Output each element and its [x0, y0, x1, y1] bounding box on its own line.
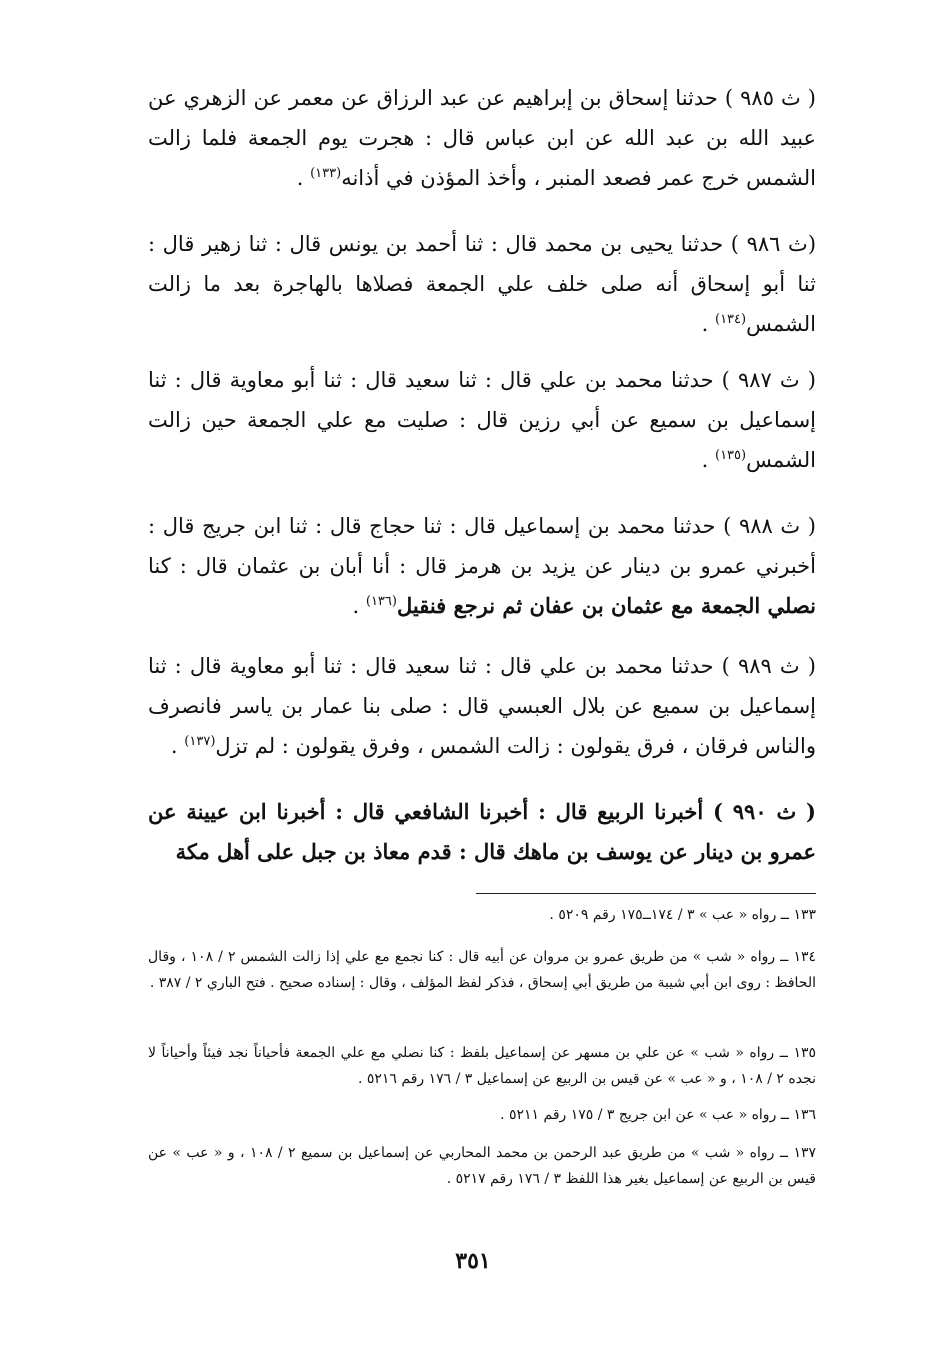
entry-end: .: [170, 734, 185, 758]
entry-text: ( ث ٩٩٠ ) أخبرنا الربيع قال : أخبرنا الشافعي قال : أخبرنا ابن عيينة عن عمرو بن دينار عن يوسف بن ماهك قال : قدم معاذ بن جبل على أهل مكة: [148, 799, 816, 864]
page-number: ٣٥١: [455, 1248, 491, 1274]
footnote-divider: [476, 893, 816, 894]
entry-text: (ث ٩٨٦ ) حدثنا يحيى بن محمد قال : ثنا أحمد بن يونس قال : ثنا زهير قال : ثنا أبو إسحاق أنه صلى خلف علي الجمعة فصلاها بالهاجرة بعد ما زالت الشمس: [148, 232, 817, 336]
footnote-133: ١٣٣ ــ رواه « عب » ٣ / ١٧٤ــ١٧٥ رقم ٥٢٠٩ .: [549, 907, 816, 923]
hadith-entry-987: [148, 360, 816, 480]
footnote-ref: (١٣٦): [365, 594, 397, 609]
entry-end: .: [701, 312, 715, 336]
hadith-entry-990: [148, 792, 816, 872]
entry-text: ( ث ٩٨٩ ) حدثنا محمد بن علي قال : ثنا سعيد قال : ثنا أبو معاوية قال : ثنا إسماعيل بن سميع عن بلال العبسي قال : صلى بنا عمار بن ياسر فانصرف والناس فرقان ، فرق يقولون : زالت الشمس ، وفرق يقولون : لم تزل: [148, 654, 816, 758]
hadith-entry-989: [148, 646, 816, 766]
footnote-134: ١٣٤ ــ رواه « شب » من طريق عمرو بن مروان عن أبيه قال : كنا نجمع مع علي إذا زالت الشمس ٢ / ١٠٨ ، وقال الحافظ : روى ابن أبي شيبة من طريق أبي إسحاق ، فذكر لفظ المؤلف ، وقال : إسناده صحيح . فتح الباري ٢ / ٣٨٧ .: [148, 949, 817, 991]
footnote-ref: (١٣٥): [715, 448, 747, 463]
footnote-ref: (١٣٣): [310, 166, 342, 181]
footnote-ref: (١٣٤): [715, 312, 747, 327]
footnote-135: ١٣٥ ــ رواه « شب » عن علي بن مسهر عن إسماعيل بلفظ : كنا نصلي مع علي الجمعة فأحياناً نجد فيئاً وأحياناً لا نجده ٢ / ١٠٨ ، و « عب » عن قيس بن الربيع عن إسماعيل ٣ / ١٧٦ رقم ٥٢١٦ .: [148, 1045, 816, 1087]
entry-end: .: [701, 448, 715, 472]
entry-end: .: [352, 594, 366, 618]
entry-text: ( ث ٩٨٨ ) حدثنا محمد بن إسماعيل قال : ثنا حجاج قال : ثنا ابن جريج قال : أخبرني عمرو بن دينار عن يزيد بن هرمز قال : أنا أبان بن عثمان قال : كنا: [148, 514, 816, 578]
hadith-entry-985: [148, 78, 816, 198]
footnote-137: ١٣٧ ــ رواه « شب » من طريق عبد الرحمن بن محمد المحاربي عن إسماعيل بن سميع ٢ / ١٠٨ ، و « عب » عن قيس بن الربيع عن إسماعيل بغير هذا اللفظ ٣ / ١٧٦ رقم ٥٢١٧ .: [148, 1145, 816, 1187]
hadith-entry-986: [148, 224, 816, 344]
entry-text-bold: نصلي الجمعة مع عثمان بن عفان ثم نرجع فنقيل: [396, 593, 816, 618]
entry-text: ( ث ٩٨٥ ) حدثنا إسحاق بن إبراهيم عن عبد الرزاق عن معمر عن الزهري عن عبيد الله بن عبد الله عن ابن عباس قال : هجرت يوم الجمعة فلما زالت الشمس خرج عمر فصعد المنبر ، وأخذ المؤذن في أذانه: [148, 86, 816, 190]
footnote-ref: (١٣٧): [184, 734, 216, 749]
hadith-entry-988: [148, 506, 816, 626]
entry-text: ( ث ٩٨٧ ) حدثنا محمد بن علي قال : ثنا سعيد قال : ثنا أبو معاوية قال : ثنا إسماعيل بن سميع عن أبي رزين قال : صليت مع علي الجمعة حين زالت الشمس: [148, 368, 816, 472]
entry-end: .: [296, 166, 311, 190]
footnote-136: ١٣٦ ــ رواه « عب » عن ابن جريج ٣ / ١٧٥ رقم ٥٢١١ .: [500, 1107, 816, 1123]
